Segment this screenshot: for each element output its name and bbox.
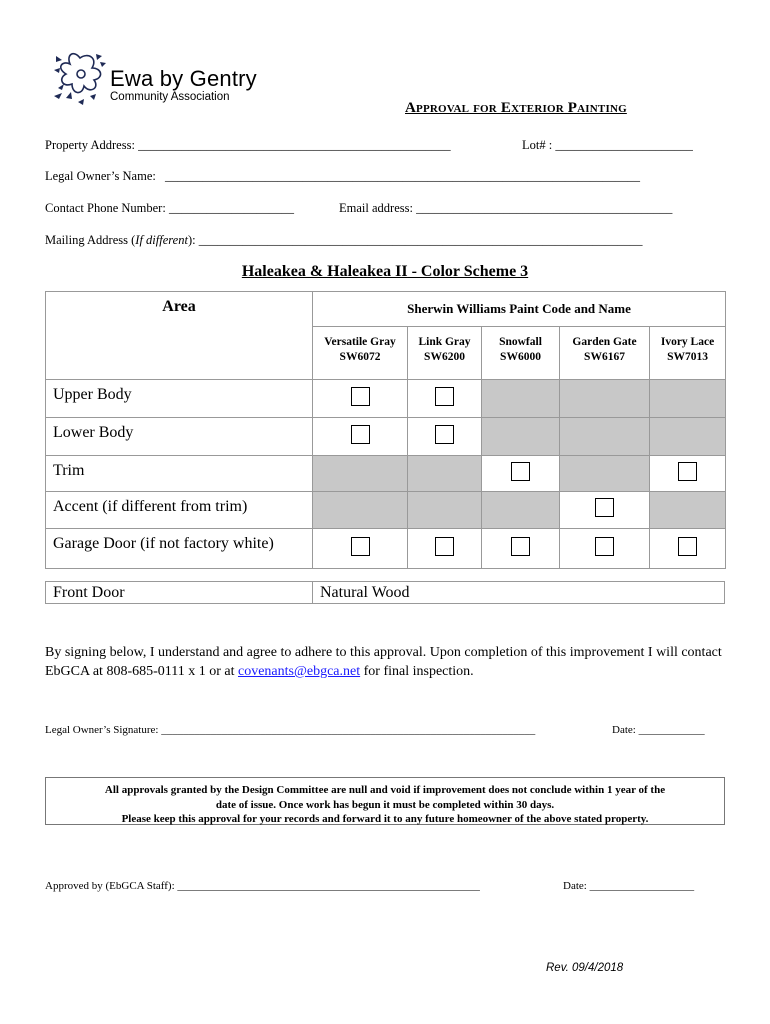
row-label-upper-body: Upper Body	[46, 380, 313, 418]
owner-name-field[interactable]	[45, 169, 640, 184]
row-label-trim: Trim	[46, 456, 313, 492]
signature-date-label: Date:	[612, 724, 636, 736]
table-row-garage-door	[46, 529, 726, 569]
row-label-accent: Accent (if different from trim)	[46, 492, 313, 529]
checkbox-trim-ivory-lace[interactable]	[678, 462, 697, 481]
shaded-cell	[650, 380, 726, 418]
document-title: Approval for Exterior Painting	[405, 100, 627, 116]
signature-label: Legal Owner’s Signature:	[45, 724, 159, 736]
staff-line[interactable]: _______________________________________________________	[177, 880, 480, 892]
cell-garage-link-gray	[408, 529, 482, 569]
mailing-label: Mailing Address (If different):	[45, 233, 196, 247]
covenants-email-link[interactable]: covenants@ebgca.net	[238, 664, 361, 679]
lot-field[interactable]	[522, 138, 693, 153]
cell-garage-garden-gate	[560, 529, 650, 569]
staff-date-label: Date:	[563, 880, 587, 892]
shaded-cell	[482, 380, 560, 418]
email-field[interactable]	[339, 201, 672, 216]
checkbox-upper-body-versatile-gray[interactable]	[351, 387, 370, 406]
lot-line[interactable]: ______________________	[555, 138, 693, 152]
signature-date-line[interactable]: ____________	[638, 724, 705, 736]
checkbox-upper-body-link-gray[interactable]	[435, 387, 454, 406]
color-header-snowfall: Snowfall SW6000	[482, 327, 560, 380]
shaded-cell	[313, 492, 408, 529]
owner-name-label: Legal Owner’s Name:	[45, 169, 156, 183]
cell-accent-garden-gate	[560, 492, 650, 529]
row-label-lower-body: Lower Body	[46, 418, 313, 456]
shaded-cell	[482, 492, 560, 529]
cell-trim-snowfall	[482, 456, 560, 492]
checkbox-garage-garden-gate[interactable]	[595, 537, 614, 556]
row-label-garage-door: Garage Door (if not factory white)	[46, 529, 313, 569]
area-header: Area	[46, 292, 313, 380]
flower-logo-icon	[52, 48, 108, 108]
shaded-cell	[650, 418, 726, 456]
checkbox-garage-ivory-lace[interactable]	[678, 537, 697, 556]
color-header-versatile-gray: Versatile Gray SW6072	[313, 327, 408, 380]
shaded-cell	[560, 380, 650, 418]
cell-garage-ivory-lace	[650, 529, 726, 569]
table-row-upper-body	[46, 380, 726, 418]
staff-label: Approved by (EbGCA Staff):	[45, 880, 175, 892]
cell-garage-versatile-gray	[313, 529, 408, 569]
shaded-cell	[560, 456, 650, 492]
shaded-cell	[408, 456, 482, 492]
association-logo	[52, 48, 262, 108]
cell-trim-ivory-lace	[650, 456, 726, 492]
checkbox-garage-snowfall[interactable]	[511, 537, 530, 556]
email-label: Email address:	[339, 201, 413, 215]
front-door-label: Front Door	[46, 582, 313, 604]
phone-line[interactable]: ____________________	[168, 201, 294, 215]
signature-date-field[interactable]	[612, 724, 705, 736]
agreement-paragraph	[45, 643, 735, 681]
paint-code-header: Sherwin Williams Paint Code and Name	[313, 292, 726, 327]
phone-label: Contact Phone Number:	[45, 201, 166, 215]
front-door-value: Natural Wood	[313, 582, 725, 604]
approval-notice	[45, 777, 725, 825]
email-line[interactable]: _________________________________________	[416, 201, 673, 215]
checkbox-trim-snowfall[interactable]	[511, 462, 530, 481]
property-address-line[interactable]: __________________________________________________	[138, 138, 451, 152]
shaded-cell	[482, 418, 560, 456]
color-header-link-gray: Link Gray SW6200	[408, 327, 482, 380]
shaded-cell	[313, 456, 408, 492]
color-header-ivory-lace: Ivory Lace SW7013	[650, 327, 726, 380]
front-door-table	[45, 581, 725, 604]
checkbox-garage-link-gray[interactable]	[435, 537, 454, 556]
notice-line-1: All approvals granted by the Design Committee are null and void if improvement does not conclude within 1 year of the	[104, 784, 666, 796]
staff-date-line[interactable]: ___________________	[589, 880, 695, 892]
mailing-if-different: If different	[135, 233, 188, 247]
color-scheme-title: Haleakea & Haleakea II - Color Scheme 3	[241, 263, 529, 280]
mailing-address-field[interactable]	[45, 233, 642, 248]
color-scheme-table	[45, 291, 726, 569]
logo-subtitle: Community Association	[110, 91, 230, 103]
owner-signature-field[interactable]	[45, 724, 535, 736]
cell-upper-body-link-gray	[408, 380, 482, 418]
staff-date-field[interactable]	[563, 880, 694, 892]
table-row-lower-body	[46, 418, 726, 456]
table-row-trim	[46, 456, 726, 492]
shaded-cell	[650, 492, 726, 529]
table-row-accent	[46, 492, 726, 529]
phone-field[interactable]	[45, 201, 294, 216]
notice-line-3: Please keep this approval for your records and forward it to any future homeowner of the above stated property.	[121, 813, 649, 825]
owner-name-line[interactable]: ____________________________________________________________________________	[164, 169, 640, 183]
checkbox-garage-versatile-gray[interactable]	[351, 537, 370, 556]
staff-approval-field[interactable]	[45, 880, 480, 892]
property-address-field[interactable]	[45, 138, 451, 153]
checkbox-lower-body-versatile-gray[interactable]	[351, 425, 370, 444]
cell-upper-body-versatile-gray	[313, 380, 408, 418]
cell-lower-body-versatile-gray	[313, 418, 408, 456]
checkbox-accent-garden-gate[interactable]	[595, 498, 614, 517]
shaded-cell	[408, 492, 482, 529]
cell-garage-snowfall	[482, 529, 560, 569]
lot-label: Lot# :	[522, 138, 553, 152]
checkbox-lower-body-link-gray[interactable]	[435, 425, 454, 444]
signature-line[interactable]: ____________________________________________________________________	[161, 724, 536, 736]
agreement-text: By signing below, I understand and agree to adhere to this approval. Upon completion of this improvement I will contact EbGCA at 808-685-0111 x 1 or at	[45, 645, 722, 679]
revision-label: Rev. 09/4/2018	[546, 962, 624, 974]
notice-line-2: date of issue. Once work has begun it must be completed within 30 days.	[215, 798, 555, 811]
agreement-text-end: for final inspection.	[360, 664, 474, 679]
mailing-line[interactable]: _______________________________________________________________________	[198, 233, 643, 247]
property-address-label: Property Address:	[45, 138, 135, 152]
logo-name: Ewa by Gentry	[110, 66, 257, 91]
color-header-garden-gate: Garden Gate SW6167	[560, 327, 650, 380]
shaded-cell	[560, 418, 650, 456]
cell-lower-body-link-gray	[408, 418, 482, 456]
